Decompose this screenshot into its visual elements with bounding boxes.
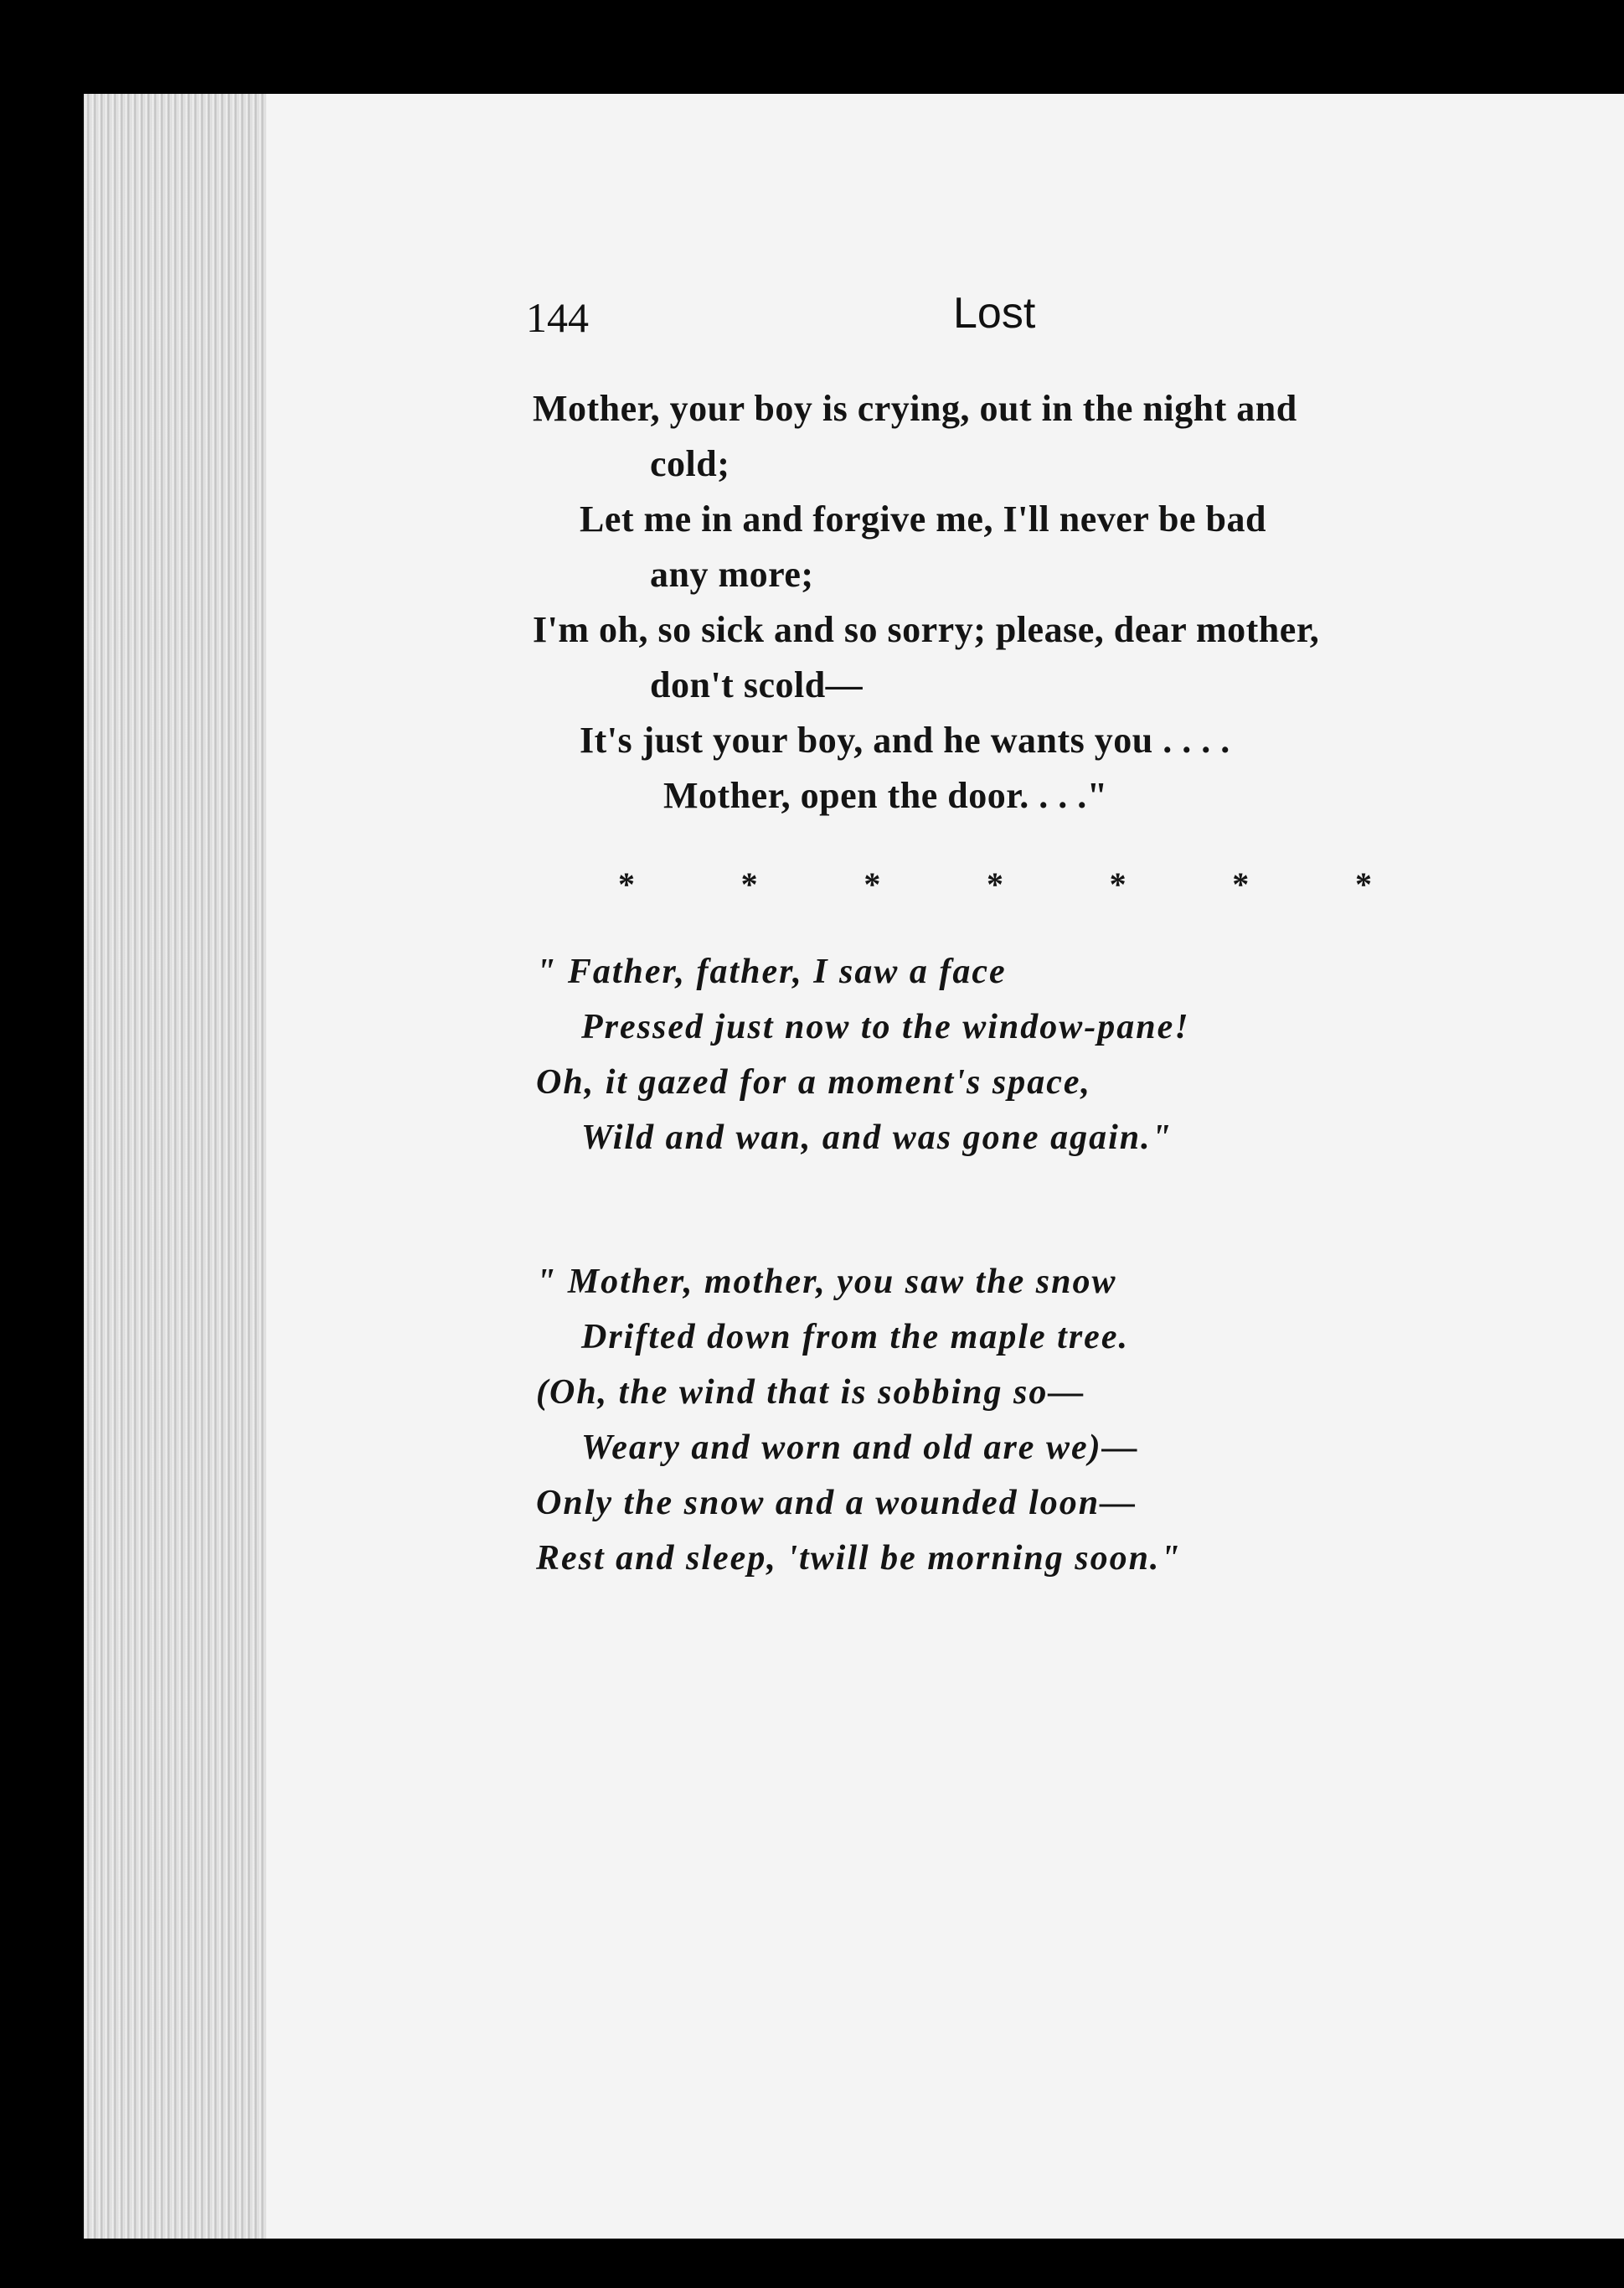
section-divider — [618, 865, 1372, 904]
page-header — [266, 289, 1624, 360]
poem-line: Mother, your boy is crying, out in the night and — [533, 388, 1297, 429]
divider-star: * — [1109, 865, 1126, 903]
poem-line: Rest and sleep, 'twill be morning soon." — [536, 1539, 1182, 1578]
poem-line: (Oh, the wind that is sobbing so— — [536, 1373, 1085, 1412]
poem-line: don't scold— — [650, 664, 864, 705]
poem-line: cold; — [650, 443, 730, 484]
divider-star: * — [1354, 865, 1372, 903]
book-page — [266, 94, 1624, 2239]
divider-star: * — [986, 865, 1003, 903]
poem-line: I'm oh, so sick and so sorry; please, dear mother, — [533, 609, 1320, 650]
poem-line: " Father, father, I saw a face — [536, 953, 1007, 991]
divider-star: * — [1232, 865, 1250, 903]
poem-line: Pressed just now to the window-pane! — [581, 1008, 1190, 1046]
divider-star: * — [740, 865, 758, 903]
divider-star: * — [864, 865, 881, 903]
poem-line: Only the snow and a wounded loon— — [536, 1484, 1137, 1522]
poem-line: Wild and wan, and was gone again." — [581, 1118, 1173, 1157]
poem-line: Oh, it gazed for a moment's space, — [536, 1063, 1091, 1102]
poem-line: " Mother, mother, you saw the snow — [536, 1263, 1117, 1301]
book-page-edges — [84, 94, 268, 2239]
running-title: Lost — [953, 289, 1036, 338]
poem-line: Let me in and forgive me, I'll never be bad — [580, 498, 1266, 540]
poem-line: Drifted down from the maple tree. — [581, 1318, 1129, 1356]
poem-line: Weary and worn and old are we)— — [581, 1428, 1139, 1467]
poem-line: Mother, open the door. . . ." — [663, 775, 1108, 816]
page-number: 144 — [526, 294, 589, 341]
divider-star: * — [618, 865, 635, 903]
poem-line: any more; — [650, 554, 814, 595]
poem-line: It's just your boy, and he wants you . . . . — [580, 720, 1230, 761]
